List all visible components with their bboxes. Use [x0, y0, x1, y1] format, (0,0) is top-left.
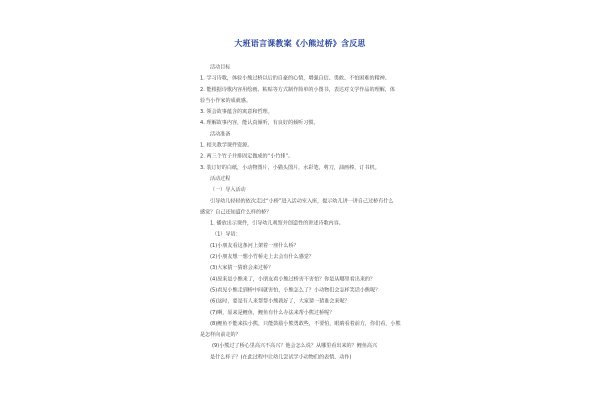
- guide-question: (6)这时，要是有人来帮帮小熊就好了，大家猜一猜谁会来呢？: [210, 298, 350, 305]
- objective-item: 3. 领会故事蕴含的寓意和哲理。: [200, 109, 273, 115]
- preparation-item: 1. 相关教学课件资源。: [200, 142, 253, 149]
- guide-question: (9)小熊过了桥心里高兴不高兴？他会怎么说？从哪里看出来的？鲤鱼高兴: [212, 343, 378, 349]
- guide-label: （1）导语：: [212, 231, 241, 238]
- process-intro-line: 引导幼儿轻轻的依次走过“小桥”进入活动室入座，提示幼儿讲一讲自己过桥有什么: [210, 198, 394, 204]
- guide-question: (5)看见小熊走到桥中间就害怕，小熊怎么了？小动物们会怎样笑话小熊呢？: [210, 287, 381, 293]
- guide-question-continuation: 是什么样子？(在此过程中让幼儿尝试学小动物们的表情、动作): [210, 354, 352, 360]
- objectives-heading: 活动目标: [210, 64, 231, 70]
- objective-item: 4. 理解故事内容，能认真倾听，有良好的倾听习惯。: [200, 120, 319, 126]
- guide-question: (4)原来是小熊来了，小朋友看小熊过桥害不害怕？你是从哪里看出来的？: [210, 276, 376, 282]
- guide-question: (8)鲤鱼不能来扶小熊，只能鼓励小熊勇敢些，不要怕，眼睛看着前方，你们看，小熊: [210, 320, 401, 327]
- preparation-item: 3. 装订好的白纸，小动物图片，小猫头图片，水彩笔，剪刀，油画棒，订书机。: [200, 164, 380, 171]
- guide-question: (7)啊，原来是鲤鱼，鲤鱼有什么办法来帮小熊过桥呢？: [210, 309, 335, 316]
- process-step: 1. 播放出示课件，引导幼儿观察并创造性的讲述诗歌内容。: [210, 220, 344, 227]
- process-intro-continuation: 感觉？自己还知道什么样的桥？: [200, 209, 272, 215]
- preparation-heading: 活动准备: [210, 131, 231, 137]
- guide-question: (3)大家猜一猜谁会来过桥？: [210, 265, 274, 271]
- guide-question: (1)小朋友看这条河上架着一座什么桥？: [210, 242, 299, 249]
- objective-item-continuation: 验当小作家的成就感。: [200, 97, 251, 104]
- document-title: 大班语言课教案《小熊过桥》含反思: [234, 38, 366, 48]
- objective-item: 1. 学习诗歌，体验小熊过桥以后的自豪的心情，增强自信、勇敢、不怕困难的精神。: [200, 75, 390, 82]
- guide-question-continuation: 是怎样向前走的？: [200, 332, 241, 338]
- document-body: [200, 62, 410, 363]
- guide-question: (2)小朋友想一想小竹桥走上去会有什么感觉？: [210, 254, 314, 260]
- process-section-title: （一）导入活动: [210, 187, 246, 193]
- process-heading: 活动过程: [210, 175, 231, 182]
- preparation-item: 2. 两三个竹子并排固定做成的“小竹排”。: [200, 153, 294, 160]
- objective-item: 2. 能根据诗歌内容用绘画、粘贴等方式制作简单的小图书，表达对文学作品的理解，体: [200, 86, 395, 93]
